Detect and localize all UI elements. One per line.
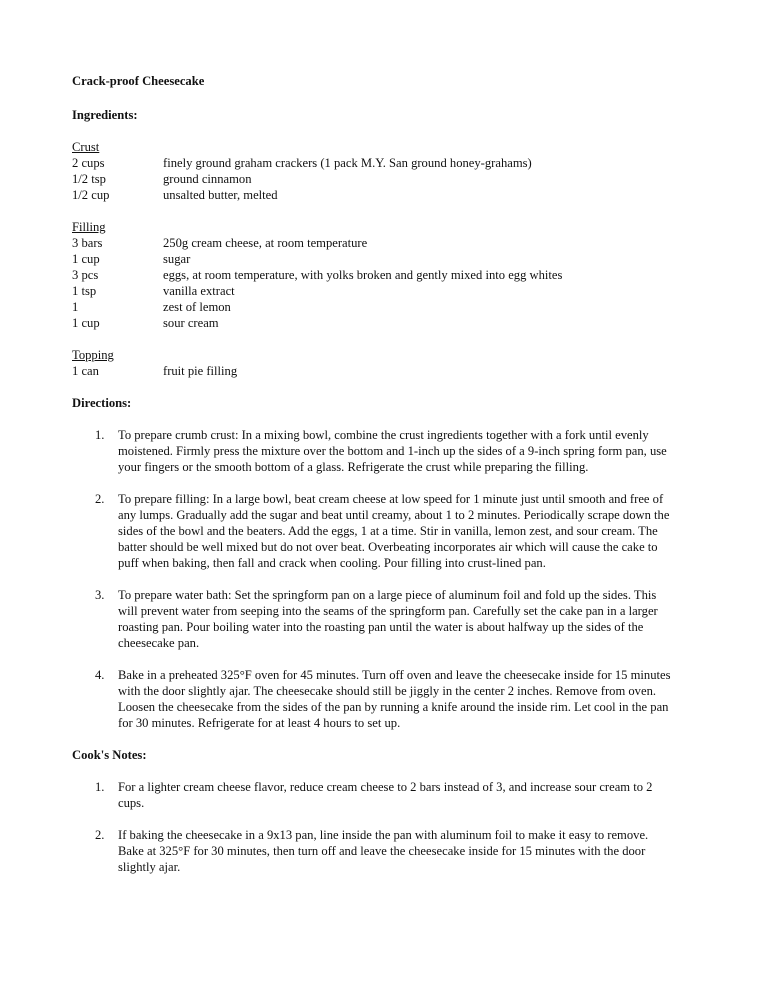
ingredient-desc: eggs, at room temperature, with yolks broken and gently mixed into egg whites (163, 268, 563, 282)
step-spacer (72, 475, 702, 491)
ingredient-qty: 1/2 tsp (72, 172, 106, 186)
ingredient-row (72, 363, 702, 379)
ingredient-desc: 250g cream cheese, at room temperature (163, 236, 368, 250)
ingredient-row (72, 315, 702, 331)
note-text: If baking the cheesecake in a 9x13 pan, line inside the pan with aluminum foil to make it easy to remove. Bake at 325°F for 30 minutes, then turn off and leave the cheesecake inside for 15 minutes with the door slightly ajar. (118, 828, 649, 874)
directions-list (72, 427, 702, 731)
step-text: To prepare crumb crust: In a mixing bowl, combine the crust ingredients together with a fork until evenly moistened. Firmly press the mixture over the bottom and 1-inch up the sides of a 9-inch spring form pan, use your fingers or the smooth bottom of a glass. Refrigerate the crust while preparing the filling. (118, 428, 667, 474)
ingredient-qty: 1 cup (72, 252, 100, 266)
ingredient-desc: zest of lemon (163, 300, 231, 314)
ingredient-qty: 3 bars (72, 236, 103, 250)
note-spacer (72, 811, 702, 827)
directions-heading: Directions: (72, 396, 132, 410)
direction-step (72, 667, 702, 731)
note-number: 2. (95, 828, 105, 842)
ingredient-row (72, 235, 702, 251)
step-number: 3. (95, 588, 105, 602)
direction-step (72, 427, 702, 475)
ingredient-desc: finely ground graham crackers (1 pack M.Y. San ground honey-grahams) (163, 156, 532, 170)
ingredient-qty: 1 can (72, 364, 99, 378)
ingredient-desc: sugar (163, 252, 191, 266)
direction-step (72, 491, 702, 571)
step-text: To prepare water bath: Set the springform pan on a large piece of aluminum foil and fold up the sides. This will prevent water from seeping into the seams of the springform pan. Carefully set the cake pan in a larger roasting pan. Pour boiling water into the roasting pan until the water is about halfway up the sides of the cheesecake pan. (118, 588, 658, 650)
group-title-topping: Topping (72, 348, 114, 362)
cooks-notes-heading: Cook's Notes: (72, 748, 147, 762)
ingredient-row (72, 251, 702, 267)
ingredient-qty: 1 cup (72, 316, 100, 330)
ingredient-group-crust (72, 139, 702, 203)
group-title-filling: Filling (72, 220, 106, 234)
step-number: 1. (95, 428, 105, 442)
ingredient-desc: sour cream (163, 316, 219, 330)
direction-step (72, 587, 702, 651)
note-text: For a lighter cream cheese flavor, reduce cream cheese to 2 bars instead of 3, and increase sour cream to 2 cups. (118, 780, 653, 810)
ingredient-qty: 2 cups (72, 156, 105, 170)
step-spacer (72, 571, 702, 587)
ingredient-row (72, 171, 702, 187)
group-title-crust: Crust (72, 140, 100, 154)
ingredient-desc: vanilla extract (163, 284, 235, 298)
note-item (72, 779, 702, 811)
step-spacer (72, 651, 702, 667)
ingredient-row (72, 299, 702, 315)
step-text: To prepare filling: In a large bowl, beat cream cheese at low speed for 1 minute just until smooth and free of any lumps. Gradually add the sugar and beat until creamy, about 1 to 2 minutes. Periodically scrape down the sides of the bowl and the beaters. Add the eggs, 1 at a time. Stir in vanilla, lemon zest, and sour cream. The batter should be well mixed but do not over beat. Overbeating incorporates air which will cause the cake to puff when baking, then fall and crack when cooling. Pour filling into crust-lined pan. (118, 492, 670, 570)
recipe-content (72, 73, 702, 875)
ingredient-qty: 3 pcs (72, 268, 99, 282)
ingredient-group-filling (72, 219, 702, 331)
ingredients-heading: Ingredients: (72, 108, 138, 122)
notes-list (72, 779, 702, 875)
ingredient-desc: ground cinnamon (163, 172, 252, 186)
recipe-title: Crack-proof Cheesecake (72, 74, 205, 88)
ingredient-row (72, 283, 702, 299)
ingredient-row (72, 187, 702, 203)
ingredient-desc: unsalted butter, melted (163, 188, 278, 202)
step-text: Bake in a preheated 325°F oven for 45 minutes. Turn off oven and leave the cheesecake inside for 15 minutes with the door slightly ajar. The cheesecake should still be jiggly in the center 2 inches. Remove from oven. Loosen the cheesecake from the sides of the pan by running a knife around the inside rim. Let cool in the pan for 30 minutes. Refrigerate for at least 4 hours to set up. (118, 668, 671, 730)
ingredient-desc: fruit pie filling (163, 364, 238, 378)
note-number: 1. (95, 780, 105, 794)
ingredient-row (72, 267, 702, 283)
ingredient-group-topping (72, 347, 702, 379)
ingredient-row (72, 155, 702, 171)
ingredient-qty: 1 tsp (72, 284, 97, 298)
ingredient-qty: 1/2 cup (72, 188, 110, 202)
ingredient-qty: 1 (72, 300, 79, 314)
step-number: 4. (95, 668, 105, 682)
note-item (72, 827, 702, 875)
step-number: 2. (95, 492, 105, 506)
